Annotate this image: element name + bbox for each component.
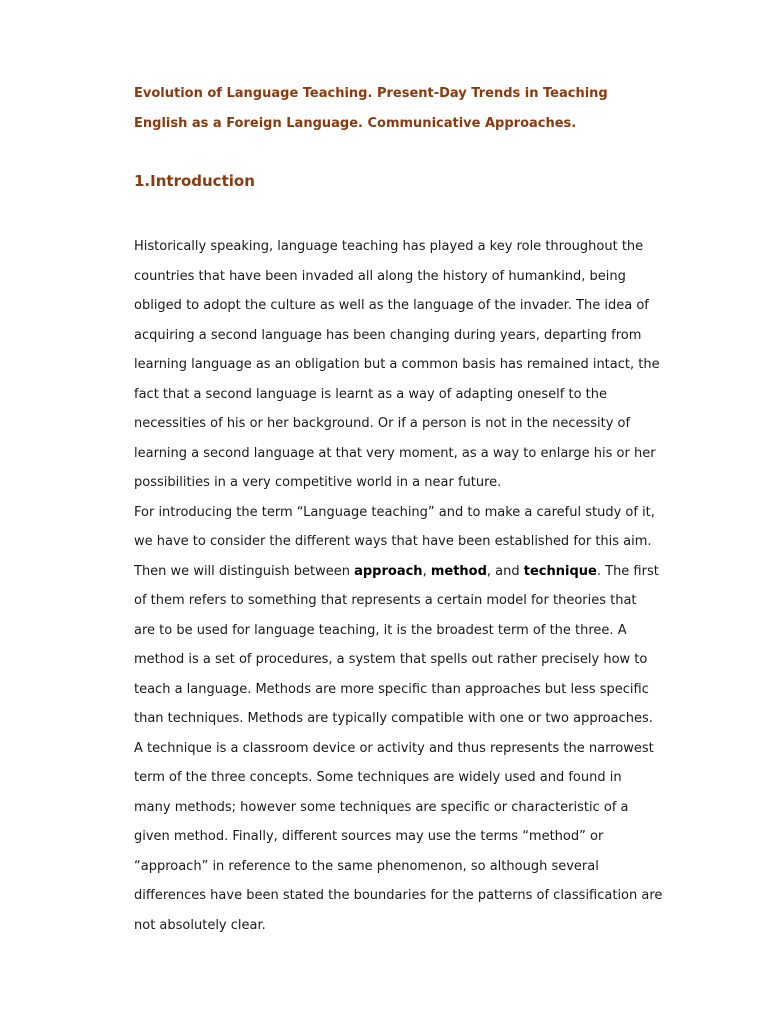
document-title-line-2: English as a Foreign Language. Communicative Approaches. [134, 116, 577, 131]
text-line: Historically speaking, language teaching has played a key role throughout the [134, 239, 644, 254]
text-line: “approach” in reference to the same phenomenon, so although several [134, 858, 599, 874]
text-line: are to be used for language teaching, it is the broadest term of the three. A [134, 622, 627, 638]
text-line: possibilities in a very competitive world in a near future. [134, 475, 502, 490]
text-line-key-terms [134, 557, 694, 587]
text-line: of them refers to something that represents a certain model for theories that [134, 593, 637, 608]
text-line: given method. Finally, different sources may use the terms “method” or [134, 829, 604, 844]
section-heading-introduction: 1.Introduction [134, 172, 255, 190]
text-line: necessities of his or her background. Or if a person is not in the necessity of [134, 416, 631, 431]
key-terms-separator: , [422, 563, 431, 579]
text-line: learning a second language at that very moment, as a way to enlarge his or her [134, 445, 656, 461]
term-approach: approach [354, 563, 423, 579]
document-title-line-1: Evolution of Language Teaching. Present-Day Trends in Teaching [134, 86, 608, 101]
text-line: acquiring a second language has been changing during years, departing from [134, 327, 642, 343]
text-line: fact that a second language is learnt as a way of adapting oneself to the [134, 386, 608, 402]
text-line: we have to consider the different ways that have been established for this aim. [134, 534, 652, 549]
text-line: differences have been stated the boundaries for the patterns of classification are [134, 888, 663, 903]
introduction-body [134, 232, 694, 940]
text-line: teach a language. Methods are more specific than approaches but less specific [134, 681, 649, 697]
text-line: than techniques. Methods are typically compatible with one or two approaches. [134, 711, 653, 726]
text-line: obliged to adopt the culture as well as the language of the invader. The idea of [134, 298, 649, 313]
term-technique: technique [523, 563, 597, 579]
text-line: method is a set of procedures, a system that spells out rather precisely how to [134, 652, 648, 667]
text-line: term of the three concepts. Some techniques are widely used and found in [134, 770, 622, 785]
text-line: A technique is a classroom device or activity and thus represents the narrowest [134, 740, 654, 756]
key-terms-suffix: . The first [596, 563, 659, 579]
key-terms-prefix: Then we will distinguish between [134, 563, 355, 579]
term-method: method [430, 563, 487, 579]
text-line: learning language as an obligation but a common basis has remained intact, the [134, 357, 660, 372]
text-line: countries that have been invaded all along the history of humankind, being [134, 268, 626, 284]
text-line: For introducing the term “Language teaching” and to make a careful study of it, [134, 504, 655, 520]
key-terms-separator: , and [486, 563, 524, 579]
text-line: not absolutely clear. [134, 917, 266, 933]
text-line: many methods; however some techniques are specific or characteristic of a [134, 799, 629, 815]
